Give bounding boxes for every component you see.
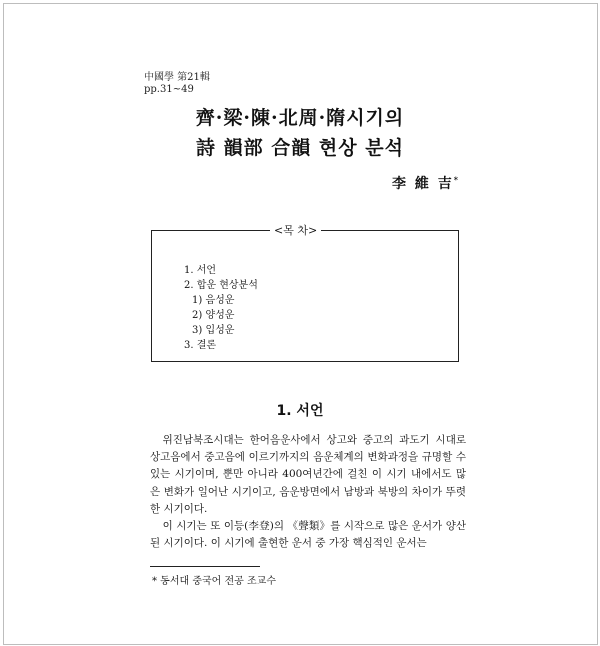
footnote-rule — [150, 566, 260, 567]
toc-item: 1) 음성운 — [192, 295, 235, 306]
footnote: * 동서대 중국어 전공 조교수 — [152, 576, 276, 587]
toc-item: 1. 서언 — [184, 265, 217, 276]
table-of-contents — [151, 224, 459, 362]
toc-item: 3) 입성운 — [192, 325, 235, 336]
paper-title-line-1: 齊·梁·陳·北周·隋시기의 — [195, 107, 405, 129]
journal-info — [144, 72, 210, 96]
journal-name-issue: 中國學 第21輯 — [144, 72, 210, 83]
toc-item: 2) 양성운 — [192, 310, 235, 321]
paragraph: 위진남북조시대는 한어음운사에서 상고와 중고의 과도기 시대로 상고음에서 중고음에 이르기까지의 음운체계의 변화과정을 규명할 수 있는 시기이며, 뿐만 아니라 400여년간에 걸친 이 시기 내에서도 많은 변화가 일어난 시기이고, 음운방면에서 남방과 북방의 차이가 뚜렷한 시기이다. — [150, 434, 466, 515]
toc-list — [184, 263, 258, 353]
toc-item: 3. 결론 — [184, 340, 217, 351]
paper-title-line-2: 詩 韻部 合韻 현상 분석 — [196, 137, 404, 159]
author-name: 李 維 吉 — [392, 176, 454, 192]
author-footnote-mark: * — [453, 174, 460, 185]
author — [392, 173, 460, 193]
toc-item: 2. 합운 현상분석 — [184, 280, 258, 291]
section-heading: 1. 서언 — [276, 403, 324, 419]
toc-heading: <목 차> — [270, 222, 321, 238]
body-text — [150, 432, 466, 552]
paragraph: 이 시기는 또 이등(李登)의 《聲類》를 시작으로 많은 운서가 양산된 시기이다. 이 시기에 출현한 운서 중 가장 핵심적인 운서는 — [150, 520, 466, 550]
journal-pages: pp.31~49 — [144, 84, 194, 95]
